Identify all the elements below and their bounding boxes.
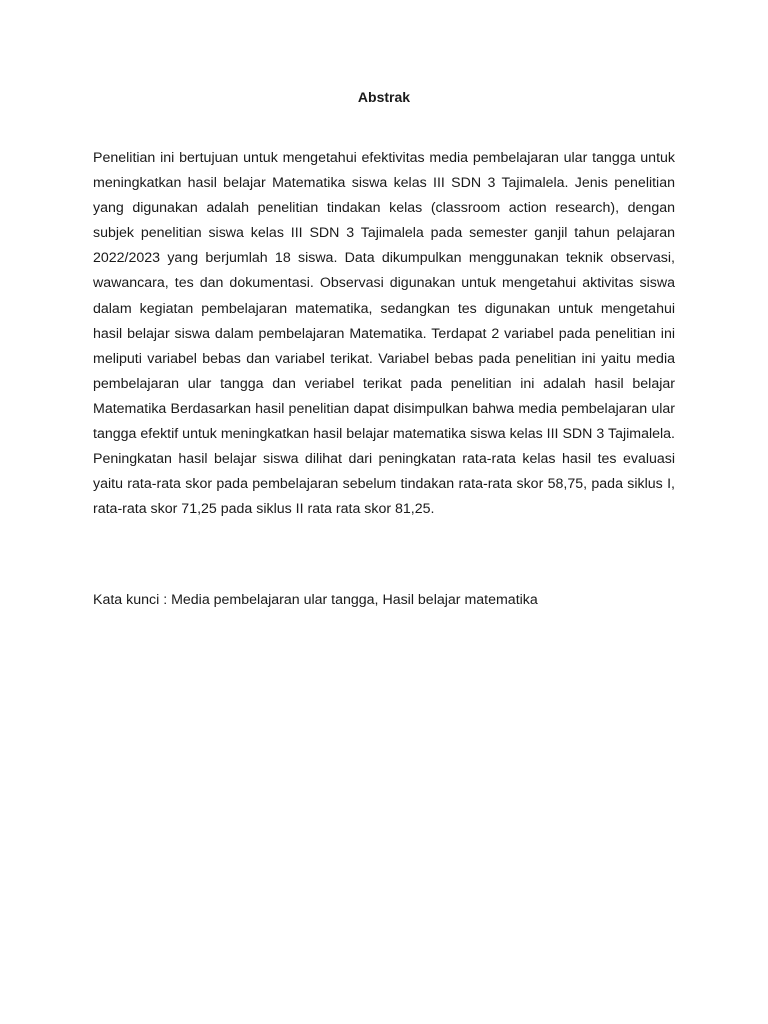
abstract-paragraph: Penelitian ini bertujuan untuk mengetahui efektivitas media pembelajaran ular tangga untuk meningkatkan hasil belajar Matematika siswa kelas III SDN 3 Tajimalela. Jenis penelitian yang digunakan adalah penelitian tindakan kelas (classroom action research), dengan subjek penelitian siswa kelas III SDN 3 Tajimalela pada semester ganjil tahun pelajaran 2022/2023 yang berjumlah 18 siswa. Data dikumpulkan menggunakan teknik observasi, wawancara, tes dan dokumentasi. Observasi digunakan untuk mengetahui aktivitas siswa dalam kegiatan pembelajaran matematika, sedangkan tes digunakan untuk mengetahui hasil belajar siswa dalam pembelajaran Matematika. Terdapat 2 variabel pada penelitian ini meliputi variabel bebas dan variabel terikat. Variabel bebas pada penelitian ini yaitu media pembelajaran ular tangga dan veriabel terikat pada penelitian ini adalah hasil belajar Matematika Berdasarkan hasil penelitian dapat disimpulkan bahwa media pembelajaran ular tangga efektif untuk meningkatkan hasil belajar matematika siswa kelas III SDN 3 Tajimalela. Peningkatan hasil belajar siswa dilihat dari peningkatan rata-rata kelas hasil tes evaluasi yaitu rata-rata skor pada pembelajaran sebelum tindakan rata-rata skor 58,75, pada siklus I, rata-rata skor 71,25 pada siklus II rata rata skor 81,25.	[93, 150, 675, 518]
page-title: Abstrak	[357, 89, 411, 105]
keywords-line: Kata kunci : Media pembelajaran ular tangga, Hasil belajar matematika	[93, 592, 538, 608]
